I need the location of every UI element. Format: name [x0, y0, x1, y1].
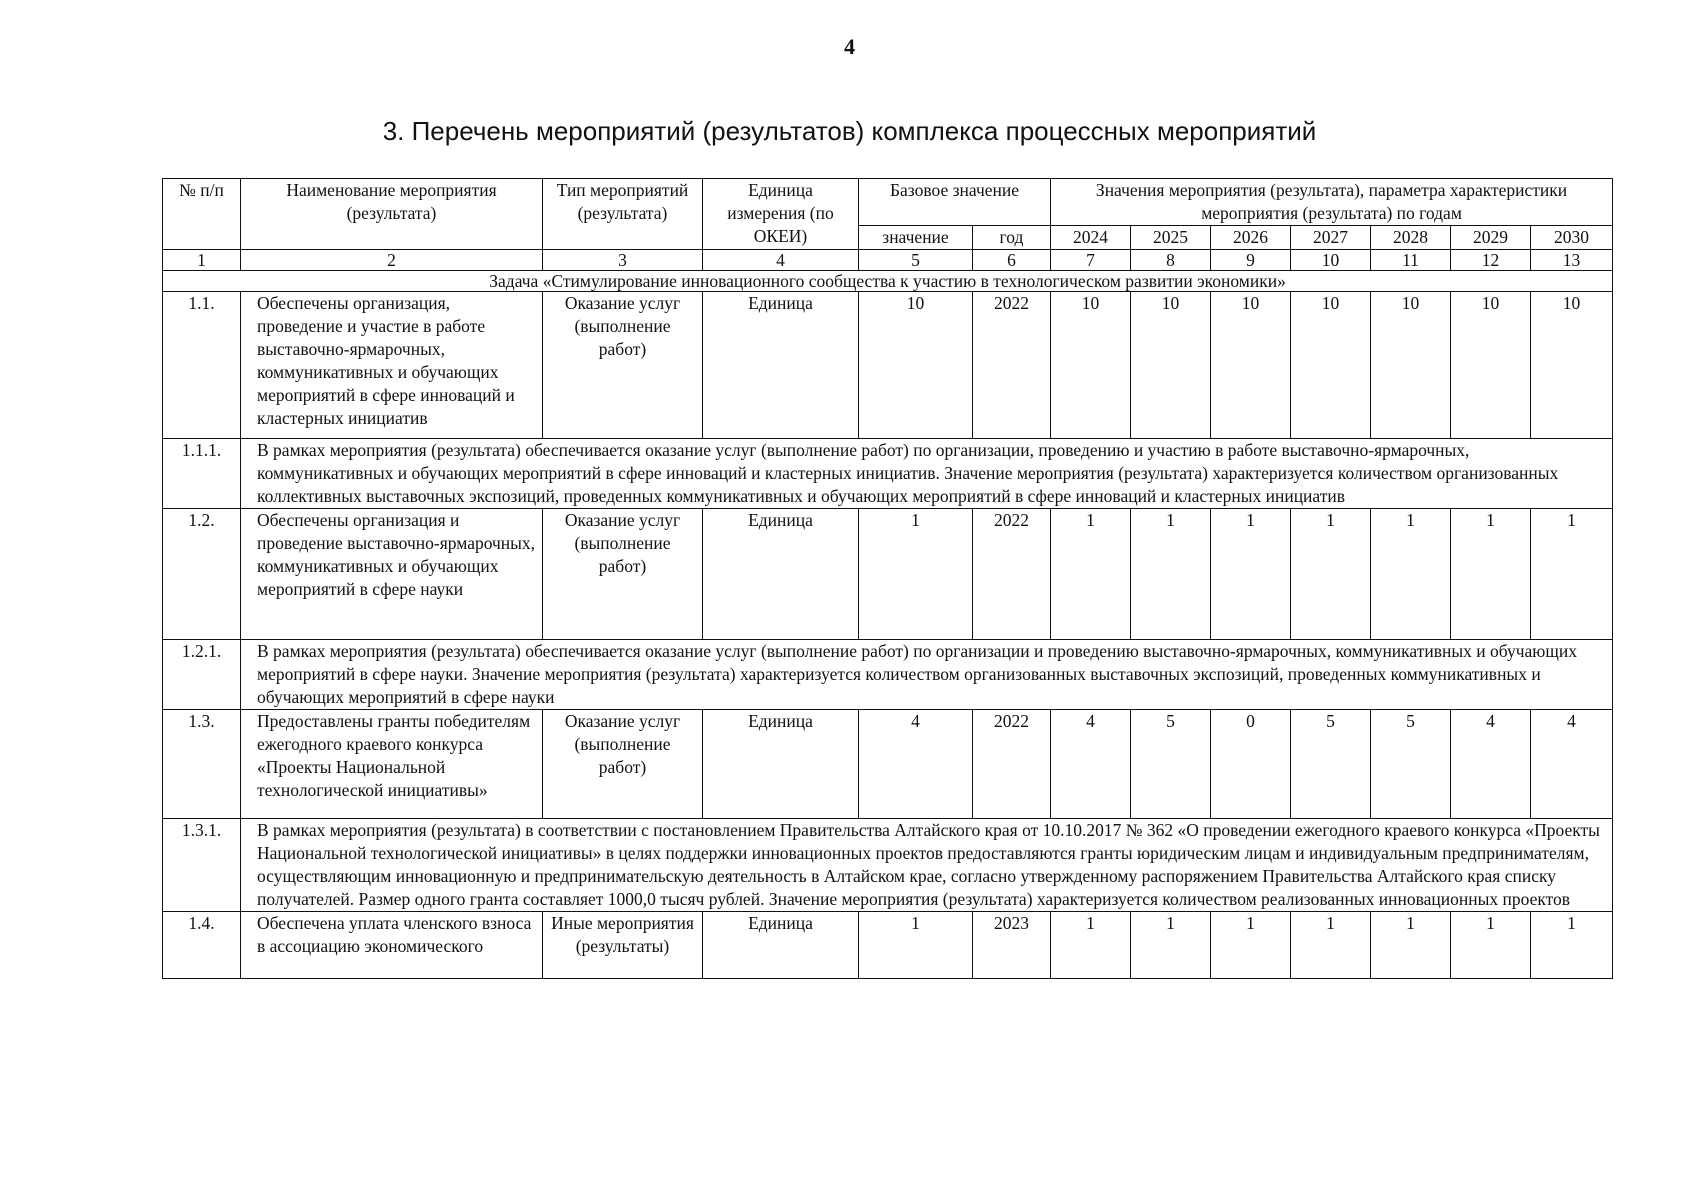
column-number: 5 [859, 250, 973, 271]
header-year: 2027 [1291, 226, 1371, 250]
description-row [163, 640, 1613, 710]
row-base-year: 2023 [973, 912, 1051, 979]
row-unit: Единица [703, 292, 859, 439]
column-number: 11 [1371, 250, 1451, 271]
row-base-year: 2022 [973, 509, 1051, 640]
row-year-value: 1 [1451, 509, 1531, 640]
measure-row [163, 912, 1613, 979]
row-description: В рамках мероприятия (результата) в соответствии с постановлением Правительства Алтайского края от 10.10.2017 № 362 «О проведении ежегодного краевого конкурса «Проекты Национальной технологической инициативы» в целях поддержки инновационных проектов предоставляются гранты юридическим лицам и индивидуальным предпринимателям, осуществляющим инновационную и предпринимательскую деятельность в Алтайском крае, согласно утвержденному распоряжением Правительства Алтайского края списку получателей. Размер одного гранта составляет 1000,0 тысяч рублей. Значение мероприятия (результата) характеризуется количеством реализованных инновационных проектов [241, 819, 1613, 912]
row-type: Оказание услуг (выполнение работ) [543, 292, 703, 439]
measure-row [163, 292, 1613, 439]
row-year-value: 5 [1131, 710, 1211, 819]
measure-row [163, 710, 1613, 819]
row-year-value: 1 [1531, 509, 1613, 640]
row-num: 1.4. [163, 912, 241, 979]
column-number: 8 [1131, 250, 1211, 271]
column-number: 4 [703, 250, 859, 271]
row-year-value: 1 [1131, 912, 1211, 979]
row-year-value: 4 [1531, 710, 1613, 819]
row-base-year: 2022 [973, 292, 1051, 439]
header-base: Базовое значение [859, 179, 1051, 226]
row-base-value: 4 [859, 710, 973, 819]
measures-table [162, 178, 1613, 979]
row-name: Обеспечены организация, проведение и участие в работе выставочно-ярмарочных, коммуникативных и обучающих мероприятий в сфере инноваций и кластерных инициатив [241, 292, 543, 439]
row-year-value: 1 [1291, 509, 1371, 640]
column-number: 12 [1451, 250, 1531, 271]
header-year: 2028 [1371, 226, 1451, 250]
column-number: 2 [241, 250, 543, 271]
row-year-value: 1 [1051, 509, 1131, 640]
description-row [163, 439, 1613, 509]
table-body [163, 179, 1613, 979]
row-unit: Единица [703, 710, 859, 819]
row-year-value: 10 [1211, 292, 1291, 439]
row-year-value: 1 [1371, 509, 1451, 640]
column-number: 3 [543, 250, 703, 271]
row-num: 1.2. [163, 509, 241, 640]
row-year-value: 4 [1451, 710, 1531, 819]
row-type: Оказание услуг (выполнение работ) [543, 509, 703, 640]
row-year-value: 1 [1531, 912, 1613, 979]
header-row [163, 179, 1613, 226]
row-year-value: 10 [1291, 292, 1371, 439]
column-number: 1 [163, 250, 241, 271]
header-type: Тип мероприятий (результата) [543, 179, 703, 250]
row-num: 1.3. [163, 710, 241, 819]
row-name: Обеспечены организация и проведение выставочно-ярмарочных, коммуникативных и обучающих мероприятий в сфере науки [241, 509, 543, 640]
row-base-year: 2022 [973, 710, 1051, 819]
row-year-value: 5 [1291, 710, 1371, 819]
row-year-value: 10 [1371, 292, 1451, 439]
section-title: 3. Перечень мероприятий (результатов) комплекса процессных мероприятий [382, 116, 1317, 146]
row-type: Оказание услуг (выполнение работ) [543, 710, 703, 819]
header-values-title: Значения мероприятия (результата), параметра характеристики мероприятия (результата) по годам [1051, 179, 1613, 226]
page-number: 4 [844, 34, 855, 59]
row-type: Иные мероприятия (результаты) [543, 912, 703, 979]
column-number: 9 [1211, 250, 1291, 271]
header-unit: Единица измерения (по ОКЕИ) [703, 179, 859, 250]
row-num: 1.1. [163, 292, 241, 439]
header-name: Наименование мероприятия (результата) [241, 179, 543, 250]
column-numbers-row [163, 250, 1613, 271]
row-num: 1.3.1. [163, 819, 241, 912]
column-number: 13 [1531, 250, 1613, 271]
description-row [163, 819, 1613, 912]
row-name: Предоставлены гранты победителям ежегодного краевого конкурса «Проекты Национальной технологической инициативы» [241, 710, 543, 819]
header-year: 2025 [1131, 226, 1211, 250]
header-year: 2029 [1451, 226, 1531, 250]
row-year-value: 1 [1051, 912, 1131, 979]
row-year-value: 1 [1371, 912, 1451, 979]
row-num: 1.2.1. [163, 640, 241, 710]
task-row [163, 271, 1613, 292]
header-num: № п/п [163, 179, 241, 250]
row-year-value: 1 [1211, 912, 1291, 979]
row-num: 1.1.1. [163, 439, 241, 509]
row-year-value: 10 [1531, 292, 1613, 439]
row-year-value: 1 [1131, 509, 1211, 640]
column-number: 10 [1291, 250, 1371, 271]
row-unit: Единица [703, 509, 859, 640]
row-year-value: 1 [1451, 912, 1531, 979]
row-unit: Единица [703, 912, 859, 979]
header-year: 2030 [1531, 226, 1613, 250]
row-year-value: 4 [1051, 710, 1131, 819]
measure-row [163, 509, 1613, 640]
row-year-value: 1 [1211, 509, 1291, 640]
row-base-value: 1 [859, 912, 973, 979]
column-number: 6 [973, 250, 1051, 271]
row-base-value: 1 [859, 509, 973, 640]
row-year-value: 0 [1211, 710, 1291, 819]
header-base-year: год [973, 226, 1051, 250]
header-year: 2024 [1051, 226, 1131, 250]
header-year: 2026 [1211, 226, 1291, 250]
header-base-value: значение [859, 226, 973, 250]
row-year-value: 5 [1371, 710, 1451, 819]
column-number: 7 [1051, 250, 1131, 271]
row-year-value: 10 [1131, 292, 1211, 439]
row-year-value: 10 [1451, 292, 1531, 439]
row-base-value: 10 [859, 292, 973, 439]
row-year-value: 10 [1051, 292, 1131, 439]
row-year-value: 1 [1291, 912, 1371, 979]
row-description: В рамках мероприятия (результата) обеспечивается оказание услуг (выполнение работ) по организации и проведению выставочно-ярмарочных, коммуникативных и обучающих мероприятий в сфере науки. Значение мероприятия (результата) характеризуется количеством организованных выставочных экспозиций, проведенных коммуникативных и обучающих мероприятий в сфере науки [241, 640, 1613, 710]
row-name: Обеспечена уплата членского взноса в ассоциацию экономического [241, 912, 543, 979]
row-description: В рамках мероприятия (результата) обеспечивается оказание услуг (выполнение работ) по организации, проведению и участию в работе выставочно-ярмарочных, коммуникативных и обучающих мероприятий в сфере инноваций и кластерных инициатив. Значение мероприятия (результата) характеризуется количеством организованных коллективных выставочных экспозиций, проведенных коммуникативных и обучающих мероприятий в сфере инноваций и кластерных инициатив [241, 439, 1613, 509]
task-text: Задача «Стимулирование инновационного сообщества к участию в технологическом развитии экономики» [163, 271, 1613, 292]
